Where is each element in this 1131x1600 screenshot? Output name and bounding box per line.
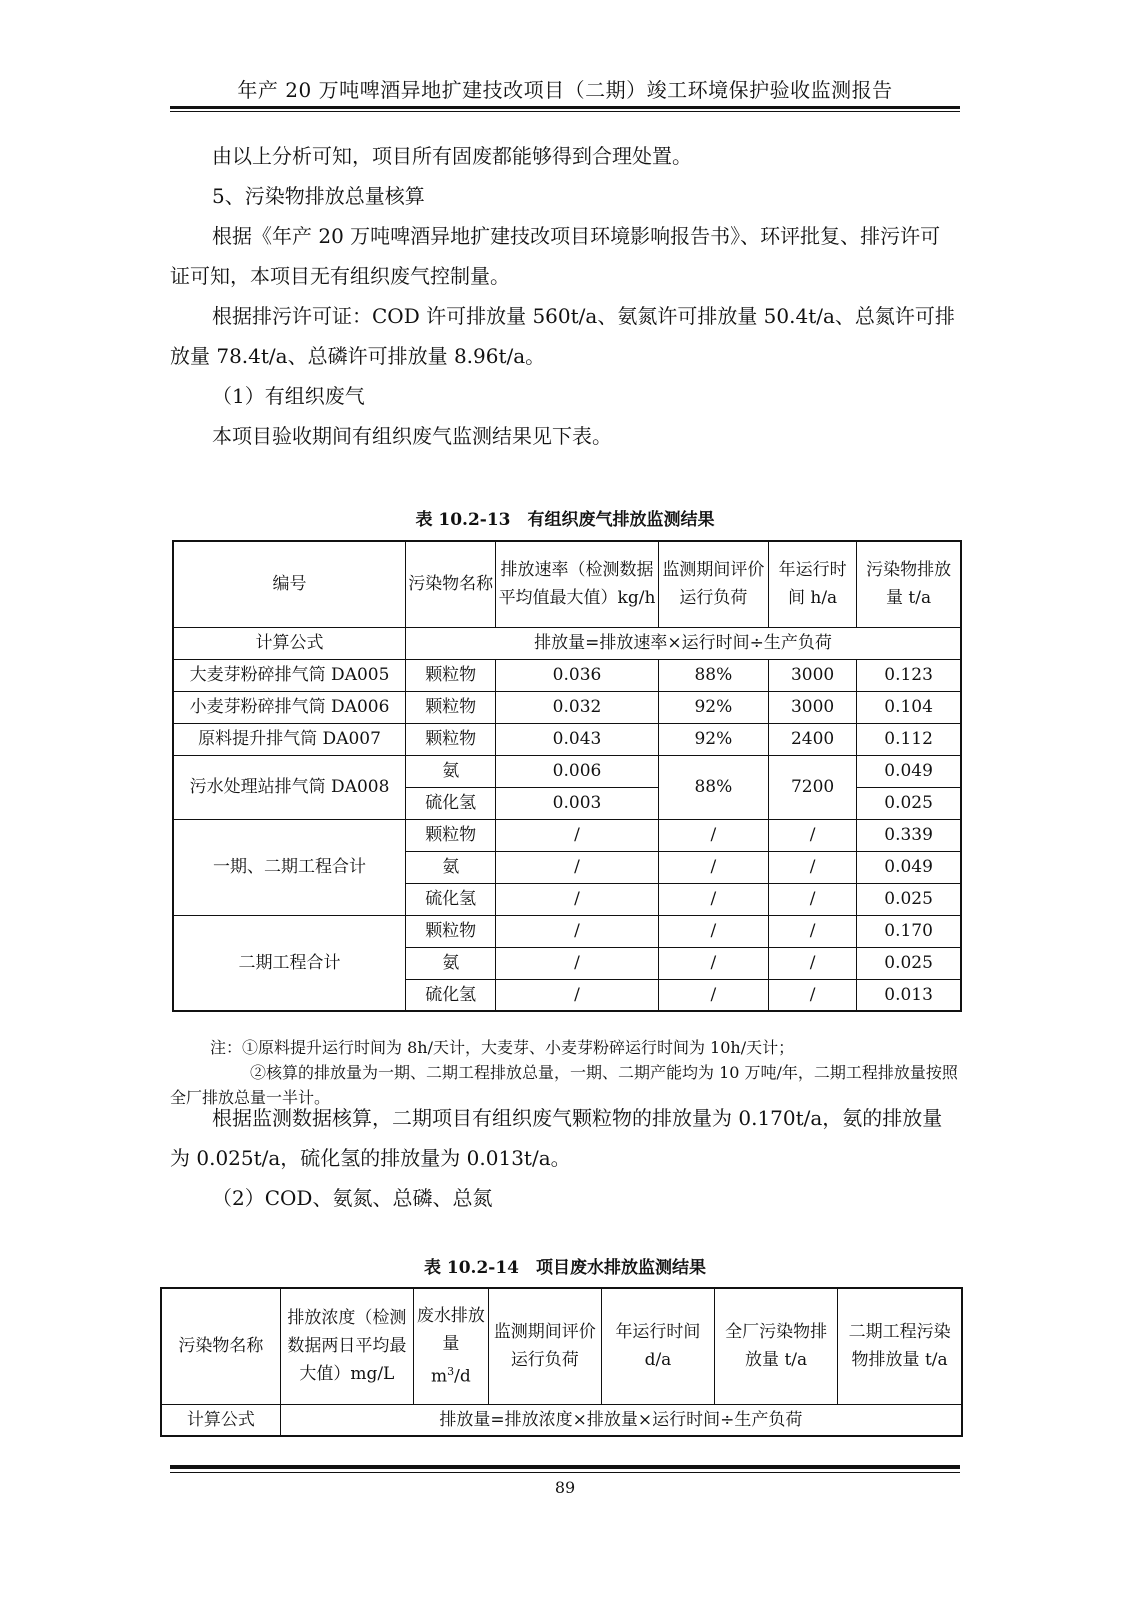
rate-cell: /	[496, 947, 658, 979]
table1-caption: 表 10.2-13 有组织废气排放监测结果	[415, 510, 715, 530]
pollutant-cell: 氨	[406, 851, 496, 883]
rate-cell: /	[496, 819, 658, 851]
table-row	[173, 819, 961, 851]
header-cell	[414, 1288, 489, 1404]
rate-cell: 0.032	[496, 691, 658, 723]
amount-cell: 0.013	[857, 979, 961, 1011]
paragraph: 根据《年产 20 万吨啤酒异地扩建技改项目环境影响报告书》、环评批复、排污许可证可知，本项目无有组织废气控制量。	[170, 224, 941, 288]
header-cell: 年运行时间 h/a	[768, 541, 856, 627]
hours-cell: 3000	[768, 659, 856, 691]
rate-cell: /	[496, 915, 658, 947]
rate-cell: 0.043	[496, 723, 658, 755]
formula-row	[173, 627, 961, 659]
page-header: 年产 20 万吨啤酒异地扩建技改项目（二期）竣工环境保护验收监测报告	[237, 78, 893, 102]
subsection-heading: （1）有组织废气	[212, 384, 365, 408]
pollutant-cell: 颗粒物	[406, 691, 496, 723]
rate-cell: /	[496, 851, 658, 883]
pollutant-cell: 颗粒物	[406, 723, 496, 755]
header-unit-rest: /d	[454, 1366, 471, 1387]
rate-cell: /	[496, 979, 658, 1011]
header-rule-thin	[170, 111, 960, 112]
pollutant-cell: 颗粒物	[406, 915, 496, 947]
amount-cell: 0.025	[857, 787, 961, 819]
header-cell: 监测期间评价运行负荷	[488, 1288, 601, 1404]
emission-table	[172, 540, 962, 1012]
page-number: 89	[554, 1478, 576, 1497]
header-cell: 排放浓度（检测数据两日平均最大值）mg/L	[280, 1288, 413, 1404]
header-cell: 排放速率（检测数据平均值最大值）kg/h	[496, 541, 658, 627]
load-cell: /	[658, 947, 768, 979]
amount-cell: 0.123	[857, 659, 961, 691]
hours-cell: 3000	[768, 691, 856, 723]
load-cell: 88%	[658, 659, 768, 691]
group-label: 一期、二期工程合计	[173, 819, 406, 915]
pollutant-cell: 硫化氢	[406, 787, 496, 819]
header-unit: m	[431, 1366, 448, 1387]
hours-cell: 2400	[768, 723, 856, 755]
amount-cell: 0.339	[857, 819, 961, 851]
formula-row	[161, 1404, 962, 1436]
paragraph: 根据监测数据核算，二期项目有组织废气颗粒物的排放量为 0.170t/a，氨的排放量为 0.025t/a，硫化氢的排放量为 0.013t/a。	[170, 1106, 943, 1170]
source-id: 小麦芽粉碎排气筒 DA006	[173, 691, 406, 723]
note-2: ②核算的排放量为一期、二期工程排放总量，一期、二期产能均为 10 万吨/年，二期工程排放量按照全厂排放总量一半计。	[170, 1063, 958, 1107]
pollutant-cell: 硫化氢	[406, 883, 496, 915]
header-cell: 监测期间评价运行负荷	[658, 541, 768, 627]
load-cell: /	[658, 819, 768, 851]
paragraph: 根据排污许可证：COD 许可排放量 560t/a、氨氮许可排放量 50.4t/a、总氮许可排放量 78.4t/a、总磷许可排放量 8.96t/a。	[170, 304, 955, 368]
amount-cell: 0.025	[857, 883, 961, 915]
header-cell: 污染物名称	[406, 541, 496, 627]
amount-cell: 0.049	[857, 755, 961, 787]
group-label: 二期工程合计	[173, 915, 406, 1011]
subsection-heading: （2）COD、氨氮、总磷、总氮	[212, 1186, 493, 1210]
header-cell: 污染物排放量 t/a	[857, 541, 961, 627]
table-row	[173, 915, 961, 947]
load-cell: 88%	[658, 755, 768, 819]
pollutant-cell: 颗粒物	[406, 659, 496, 691]
amount-cell: 0.049	[857, 851, 961, 883]
paragraph: 本项目验收期间有组织废气监测结果见下表。	[212, 424, 612, 448]
formula-label: 计算公式	[161, 1404, 280, 1436]
table-row	[173, 691, 961, 723]
source-id: 原料提升排气筒 DA007	[173, 723, 406, 755]
footer-rule	[170, 1465, 960, 1469]
paragraph: 由以上分析可知，项目所有固废都能够得到合理处置。	[212, 144, 692, 168]
formula-cell: 排放量=排放浓度×排放量×运行时间÷生产负荷	[280, 1404, 962, 1436]
rate-cell: 0.036	[496, 659, 658, 691]
hours-cell: 7200	[768, 755, 856, 819]
pollutant-cell: 硫化氢	[406, 979, 496, 1011]
load-cell: 92%	[658, 723, 768, 755]
amount-cell: 0.112	[857, 723, 961, 755]
table-header-row	[173, 541, 961, 627]
amount-cell: 0.170	[857, 915, 961, 947]
formula-label: 计算公式	[173, 627, 406, 659]
table-header-row	[161, 1288, 962, 1404]
load-cell: /	[658, 883, 768, 915]
load-cell: /	[658, 851, 768, 883]
rate-cell: 0.003	[496, 787, 658, 819]
table-row	[173, 659, 961, 691]
hours-cell: /	[768, 883, 856, 915]
intro-text	[170, 136, 960, 456]
pollutant-cell: 颗粒物	[406, 819, 496, 851]
load-cell: /	[658, 915, 768, 947]
note-1: 注：①原料提升运行时间为 8h/天计，大麦芽、小麦芽粉碎运行时间为 10h/天计；	[210, 1038, 795, 1057]
hours-cell: /	[768, 979, 856, 1011]
footer-rule-thin	[170, 1472, 960, 1473]
header-cell: 年运行时间 d/a	[601, 1288, 714, 1404]
conclusion-text	[170, 1098, 960, 1218]
source-id: 大麦芽粉碎排气筒 DA005	[173, 659, 406, 691]
rate-cell: /	[496, 883, 658, 915]
table2-caption: 表 10.2-14 项目废水排放监测结果	[423, 1258, 707, 1278]
header-text: 废水排放量	[416, 1305, 485, 1354]
header-unit-exponent: 3	[447, 1364, 455, 1378]
load-cell: /	[658, 979, 768, 1011]
amount-cell: 0.025	[857, 947, 961, 979]
load-cell: 92%	[658, 691, 768, 723]
rate-cell: 0.006	[496, 755, 658, 787]
hours-cell: /	[768, 819, 856, 851]
header-cell: 二期工程污染物排放量 t/a	[838, 1288, 962, 1404]
hours-cell: /	[768, 851, 856, 883]
hours-cell: /	[768, 915, 856, 947]
pollutant-cell: 氨	[406, 755, 496, 787]
table-row	[173, 755, 961, 787]
amount-cell: 0.104	[857, 691, 961, 723]
header-cell: 编号	[173, 541, 406, 627]
section-heading: 5、污染物排放总量核算	[212, 184, 425, 208]
header-cell: 全厂污染物排放量 t/a	[715, 1288, 838, 1404]
wastewater-table	[160, 1287, 963, 1437]
header-rule	[170, 106, 960, 109]
source-id: 污水处理站排气筒 DA008	[173, 755, 406, 819]
table-row	[173, 723, 961, 755]
hours-cell: /	[768, 947, 856, 979]
header-cell: 污染物名称	[161, 1288, 280, 1404]
formula-cell: 排放量=排放速率×运行时间÷生产负荷	[406, 627, 961, 659]
pollutant-cell: 氨	[406, 947, 496, 979]
